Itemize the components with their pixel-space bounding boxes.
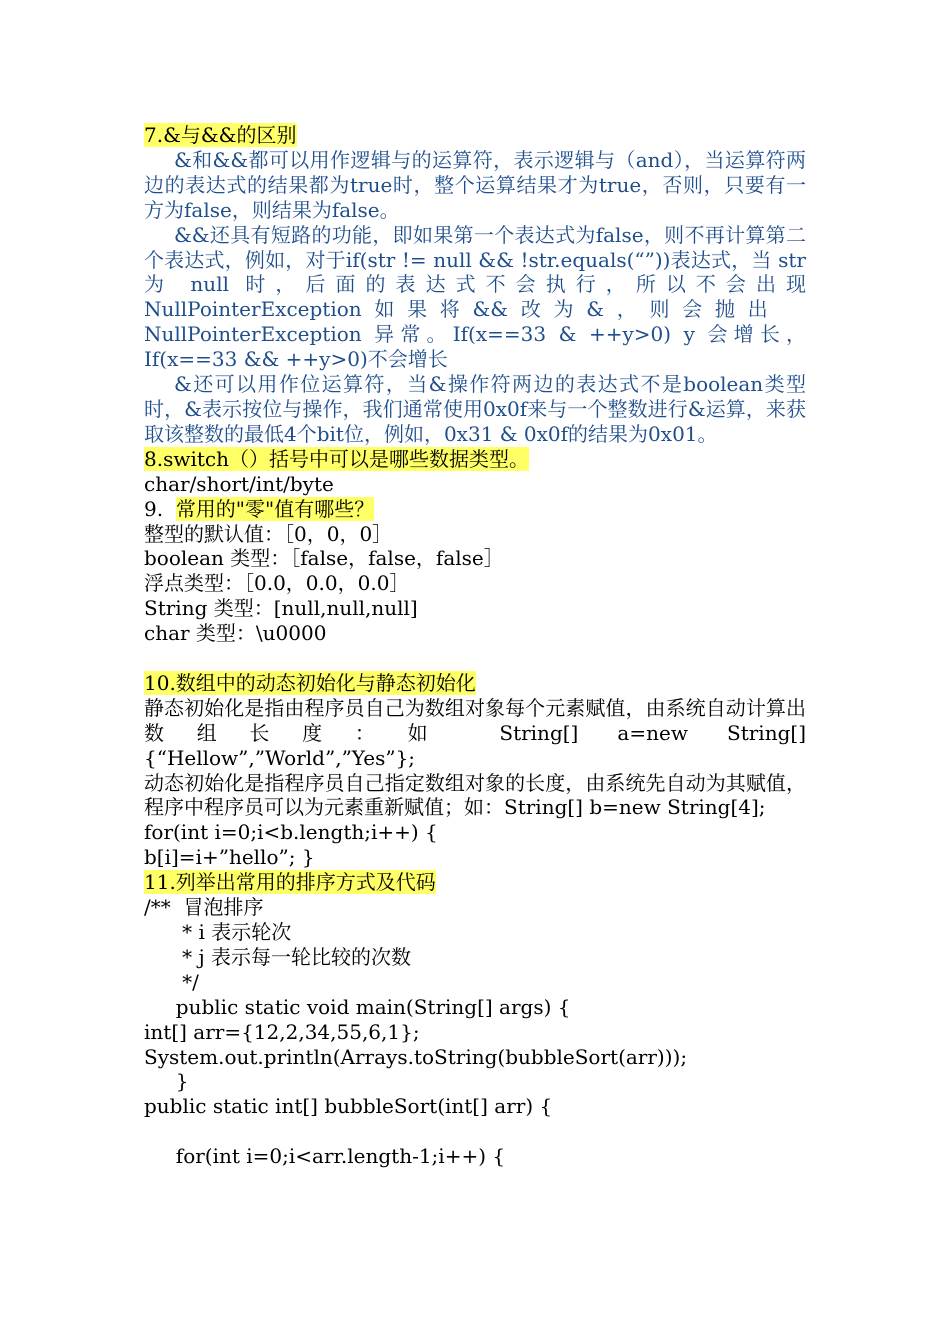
code-line: for(int i=0;i<arr.length-1;i++) {	[144, 1144, 506, 1169]
section-9-number: 9.	[144, 496, 164, 521]
section-7-paragraph-1: &和&&都可以用作逻辑与的运算符，表示逻辑与（and），当运算符两边的表达式的结果都为true时，整个运算结果才为true，否则，只要有一方为false，则结果为false。	[144, 147, 806, 222]
code-line: public static void main(String[] args) {	[144, 994, 571, 1019]
section-10-paragraph-2: 动态初始化是指程序员自己指定数组对象的长度，由系统先自动为其赋值，程序中程序员可以为元素重新赋值；如：String[] b=new String[4];	[144, 770, 806, 820]
section-10-code-line: b[i]=i+”hello”; }	[144, 845, 315, 870]
code-line: /** 冒泡排序	[144, 895, 264, 920]
section-7-paragraph-3: &还可以用作位运算符，当&操作符两边的表达式不是boolean类型时，&表示按位与操作，我们通常使用0x0f来与一个整数进行&运算，来获取该整数的最低4个bit位，例如，0x31 & 0x0f的结果为0x01。	[144, 372, 806, 446]
blank-line	[144, 646, 806, 671]
section-8-heading-text: 8.switch（）括号中可以是哪些数据类型。	[144, 446, 529, 471]
section-10-heading	[144, 671, 806, 696]
section-9-line: 浮点类型：［0.0，0.0，0.0］	[144, 571, 410, 596]
page-content	[144, 123, 806, 1169]
section-8-answer: char/short/int/byte	[144, 471, 334, 496]
code-line: int[] arr={12,2,34,55,6,1};	[144, 1019, 420, 1044]
code-line: * j 表示每一轮比较的次数	[144, 944, 412, 969]
section-7-heading-text: 7.&与&&的区别	[144, 123, 297, 147]
section-10-heading-text: 10.数组中的动态初始化与静态初始化	[144, 670, 476, 695]
section-9-line: char 类型：\u0000	[144, 621, 327, 646]
blank-line	[144, 1119, 806, 1144]
section-11-heading-text: 11.列举出常用的排序方式及代码	[144, 870, 436, 895]
section-11-heading	[144, 870, 806, 895]
section-9-heading-text: 常用的"零"值有哪些？	[175, 496, 375, 521]
code-line: }	[144, 1069, 189, 1094]
section-10-paragraph-1a: 静态初始化是指由程序员自己为数组对象每个元素赋值，由系统自动计算出数组长度：如 String[] a=new String[]	[144, 695, 806, 745]
section-7-heading	[144, 123, 806, 148]
section-10-paragraph-1b: {“Hellow”,”World”,”Yes”};	[144, 745, 416, 770]
section-9-line: boolean 类型：［false，false，false］	[144, 546, 504, 571]
code-line: public static int[] bubbleSort(int[] arr) {	[144, 1094, 553, 1119]
code-line: */	[144, 969, 199, 994]
section-7-paragraph-2c: NullPointerException 异常。If(x==33 & ++y>0) y 会增长，If(x==33 && ++y>0)不会增长	[144, 322, 806, 372]
code-line: * i 表示轮次	[144, 919, 292, 944]
section-7-paragraph-2b: NullPointerException 如 果 将 && 改 为 & ， 则 会 抛 出	[144, 297, 768, 322]
section-9-line: String 类型：[null,null,null]	[144, 596, 418, 621]
section-9-heading	[144, 497, 806, 522]
code-line: System.out.println(Arrays.toString(bubbleSort(arr)));	[144, 1044, 688, 1069]
section-9-line: 整型的默认值：［0，0，0］	[144, 521, 393, 546]
section-7-paragraph-2a: &&还具有短路的功能，即如果第一个表达式为false，则不再计算第二个表达式，例如，对于if(str != null && !str.equals(“”))表达式，当 str 为 null 时，后面的表达式不会执行，所以不会出现	[144, 222, 806, 297]
section-10-code-line: for(int i=0;i<b.length;i++) {	[144, 820, 438, 845]
section-8-heading	[144, 447, 806, 472]
